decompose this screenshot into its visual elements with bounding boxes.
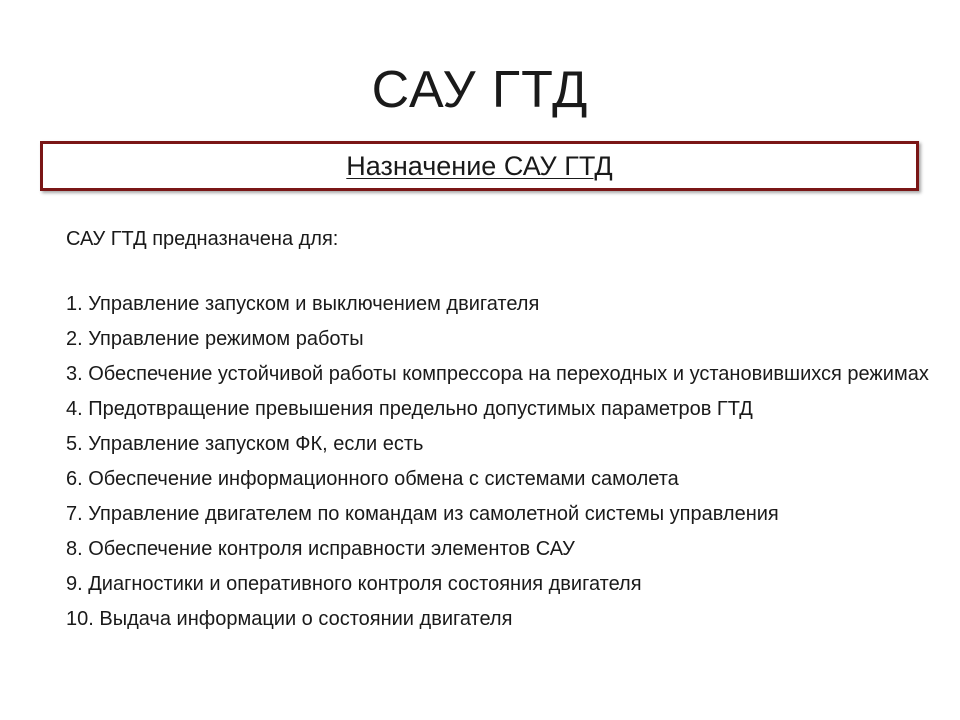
list-item: 4. Предотвращение превышения предельно допустимых параметров ГТД [66, 398, 753, 420]
subtitle-box [40, 141, 919, 191]
list-item: 3. Обеспечение устойчивой работы компрессора на переходных и установившихся режимах [66, 363, 929, 385]
slide-title: САУ ГТД [371, 61, 589, 119]
list-item: 2. Управление режимом работы [66, 328, 364, 350]
list-item: 9. Диагностики и оперативного контроля состояния двигателя [66, 573, 642, 595]
list-item: 10. Выдача информации о состоянии двигателя [66, 608, 513, 630]
purpose-list [26, 287, 936, 637]
list-item: 6. Обеспечение информационного обмена с системами самолета [66, 468, 679, 490]
subtitle-text: Назначение САУ ГТД [346, 150, 613, 181]
intro-text: САУ ГТД предназначена для: [66, 228, 339, 250]
list-item: 5. Управление запуском ФК, если есть [66, 433, 424, 455]
list-item: 1. Управление запуском и выключением двигателя [66, 293, 540, 315]
list-item: 7. Управление двигателем по командам из самолетной системы управления [66, 503, 779, 525]
list-item: 8. Обеспечение контроля исправности элементов САУ [66, 538, 575, 560]
